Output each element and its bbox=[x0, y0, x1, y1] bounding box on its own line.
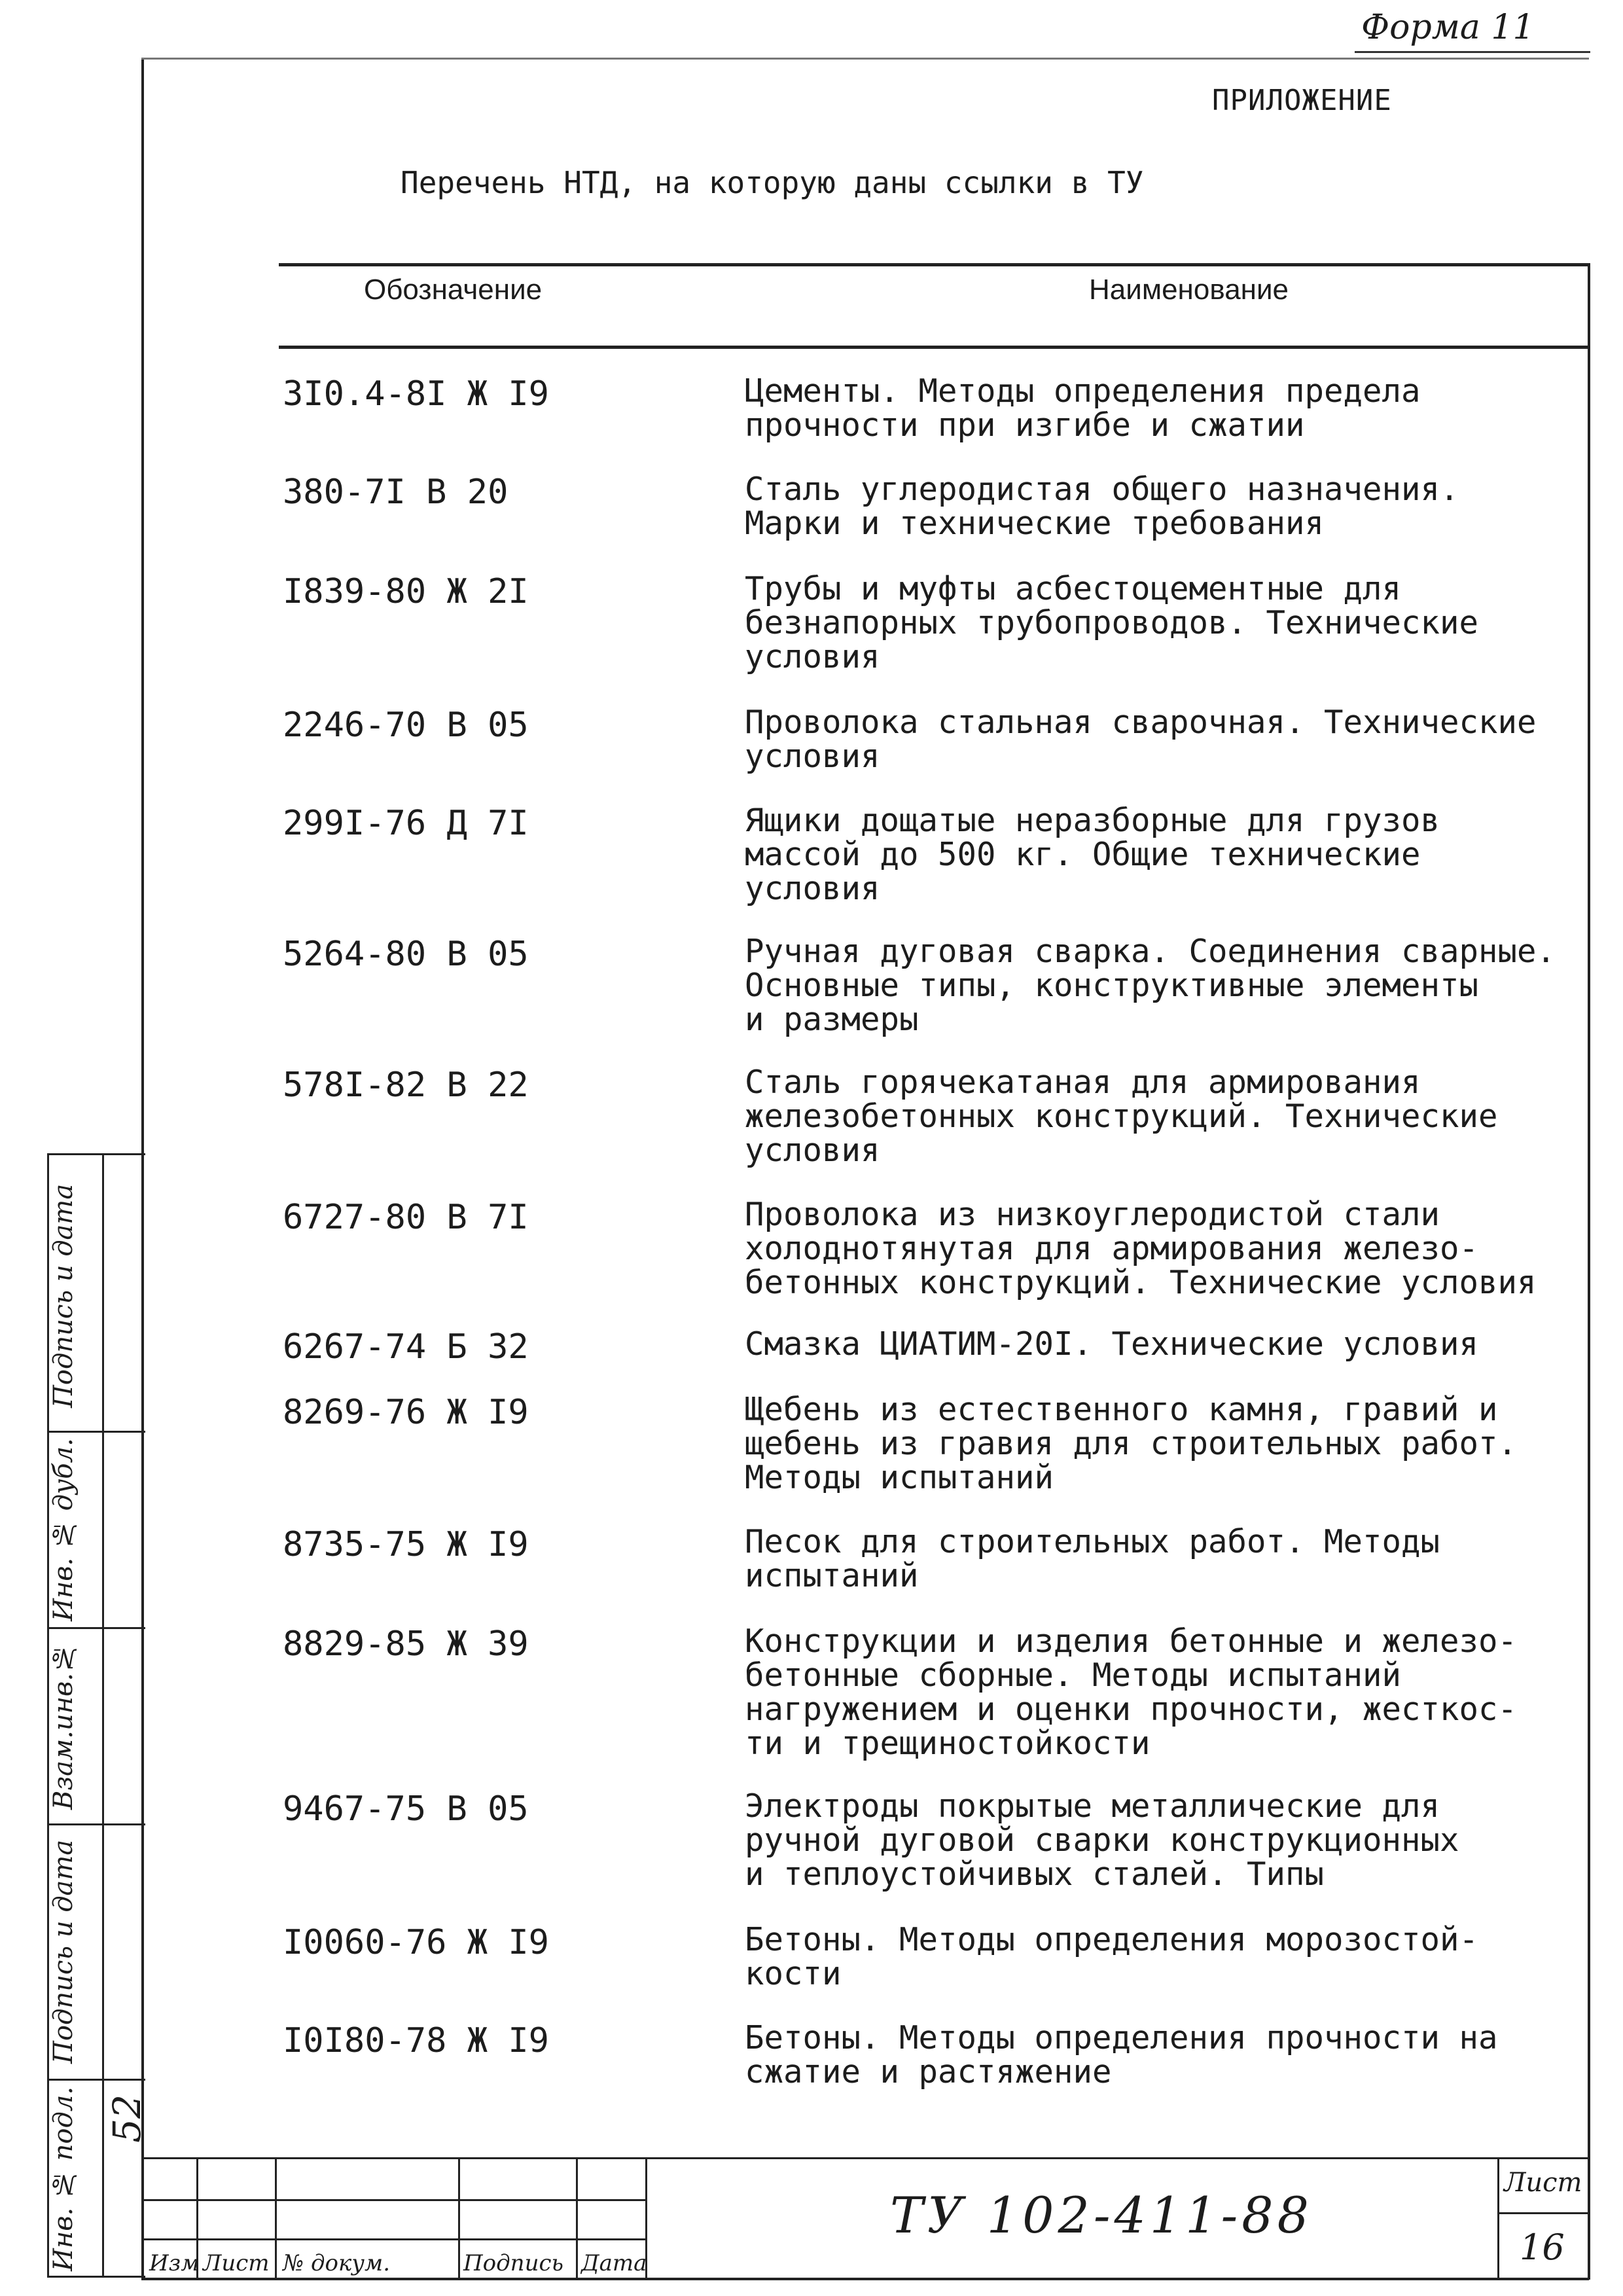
row-code: 5264-80 В 05 bbox=[283, 935, 529, 974]
row-code: 578I-82 В 22 bbox=[283, 1066, 529, 1105]
frame-bottom-border bbox=[141, 2278, 1589, 2280]
side-label-duplicate-inv: Инв. № дубл. bbox=[48, 1438, 79, 1621]
sheet-number: 16 bbox=[1520, 2227, 1565, 2268]
title-block-col-line bbox=[1497, 2157, 1499, 2279]
document-code: ТУ 102-411-88 bbox=[890, 2186, 1313, 2244]
row-name: Бетоны. Методы определения прочности на сжатие и растяжение bbox=[745, 2019, 1498, 2090]
row-code: I0060-76 Ж I9 bbox=[283, 1923, 549, 1962]
form-label: Форма 11 bbox=[1361, 8, 1535, 47]
row-name: Смазка ЦИАТИМ-20I. Технические условия bbox=[745, 1325, 1479, 1363]
title-block-col-line bbox=[275, 2157, 277, 2279]
side-label-replacement-inv: Взам.инв.№ bbox=[48, 1642, 79, 1810]
row-name: Сталь углеродистая общего назначения. Марки и технические требования bbox=[745, 471, 1459, 542]
column-header-designation: Обозначение bbox=[364, 274, 543, 306]
row-name: Ручная дуговая сварка. Соединения сварные. Основные типы, конструктивные элементы и размеры bbox=[745, 933, 1556, 1038]
row-name: Щебень из естественного камня, гравий и щебень из гравия для строительных работ. Методы испытаний bbox=[745, 1391, 1518, 1496]
row-name: Конструкции и изделия бетонные и железо- бетонные сборные. Методы испытаний нагружением и оценки прочности, жесткос- ти и трещиностойкости bbox=[745, 1623, 1518, 1762]
side-label-original-inv: Инв. № подл. bbox=[48, 2086, 79, 2272]
title-block-label-doc-number: № докум. bbox=[283, 2250, 391, 2276]
form-label-underline bbox=[1355, 51, 1590, 53]
row-code: 299I-76 Д 7I bbox=[283, 804, 529, 843]
row-code: I839-80 Ж 2I bbox=[283, 572, 529, 611]
column-header-name: Наименование bbox=[1089, 274, 1289, 306]
row-code: 3I0.4-8I Ж I9 bbox=[283, 374, 549, 414]
row-name: Трубы и муфты асбестоцементные для безнапорных трубопроводов. Технические условия bbox=[745, 570, 1479, 675]
row-name: Песок для строительных работ. Методы испытаний bbox=[745, 1523, 1440, 1594]
sheet-label: Лист bbox=[1504, 2168, 1582, 2198]
row-code: I0I80-78 Ж I9 bbox=[283, 2021, 549, 2060]
side-stamp-cell-line bbox=[47, 1431, 145, 1433]
title-block-top-line bbox=[141, 2157, 1589, 2159]
row-code: 380-7I В 20 bbox=[283, 473, 508, 512]
row-name: Электроды покрытые металлические для ручной дуговой сварки конструкционных и теплоустойчивых сталей. Типы bbox=[745, 1787, 1459, 1893]
title-block-col-line bbox=[458, 2157, 460, 2279]
row-code: 8735-75 Ж I9 bbox=[283, 1525, 529, 1564]
row-name: Проволока стальная сварочная. Технические условия bbox=[745, 704, 1537, 775]
side-stamp-cell-line bbox=[47, 1627, 145, 1629]
row-name: Цементы. Методы определения предела прочности при изгибе и сжатии bbox=[745, 372, 1421, 444]
frame-top-border bbox=[141, 58, 1589, 60]
title-block-row-line bbox=[141, 2199, 645, 2201]
table-top-rule bbox=[279, 263, 1590, 266]
title-block-label-change: Изм bbox=[149, 2250, 200, 2276]
title-block-col-line bbox=[576, 2157, 578, 2279]
side-label-signature-date-2: Подпись и дата bbox=[48, 1839, 79, 2064]
row-code: 9467-75 В 05 bbox=[283, 1789, 529, 1829]
row-code: 8829-85 Ж 39 bbox=[283, 1624, 529, 1664]
page-title: Перечень НТД, на которую даны ссылки в ТУ bbox=[401, 165, 1144, 200]
row-name: Ящики дощатые неразборные для грузов массой до 500 кг. Общие технические условия bbox=[745, 802, 1440, 907]
title-block-label-date: Дата bbox=[581, 2250, 647, 2276]
title-block-label-signature: Подпись bbox=[463, 2250, 564, 2276]
side-label-signature-date: Подпись и дата bbox=[48, 1183, 79, 1408]
row-code: 6267-74 Б 32 bbox=[283, 1327, 529, 1367]
side-stamp-divider bbox=[102, 1153, 104, 2278]
row-code: 2246-70 В 05 bbox=[283, 706, 529, 745]
row-name: Сталь горячекатаная для армирования железобетонных конструкций. Технические условия bbox=[745, 1064, 1498, 1169]
table-header-rule bbox=[279, 346, 1590, 349]
appendix-label: ПРИЛОЖЕНИЕ bbox=[1212, 84, 1392, 117]
row-name: Проволока из низкоуглеродистой стали холоднотянутая для армирования железо- бетонных конструкций. Технические условия bbox=[745, 1196, 1537, 1301]
row-code: 6727-80 В 7I bbox=[283, 1198, 529, 1237]
side-stamp-cell-line bbox=[47, 1823, 145, 1825]
row-code: 8269-76 Ж I9 bbox=[283, 1393, 529, 1432]
inventory-number: 52 bbox=[105, 2094, 149, 2143]
title-block-sheet-line bbox=[1497, 2212, 1589, 2214]
title-block-row-line bbox=[141, 2238, 645, 2240]
side-stamp-cell-line bbox=[47, 2079, 145, 2081]
row-name: Бетоны. Методы определения морозостой- кости bbox=[745, 1921, 1479, 1992]
title-block-label-sheet: Лист bbox=[203, 2250, 270, 2276]
